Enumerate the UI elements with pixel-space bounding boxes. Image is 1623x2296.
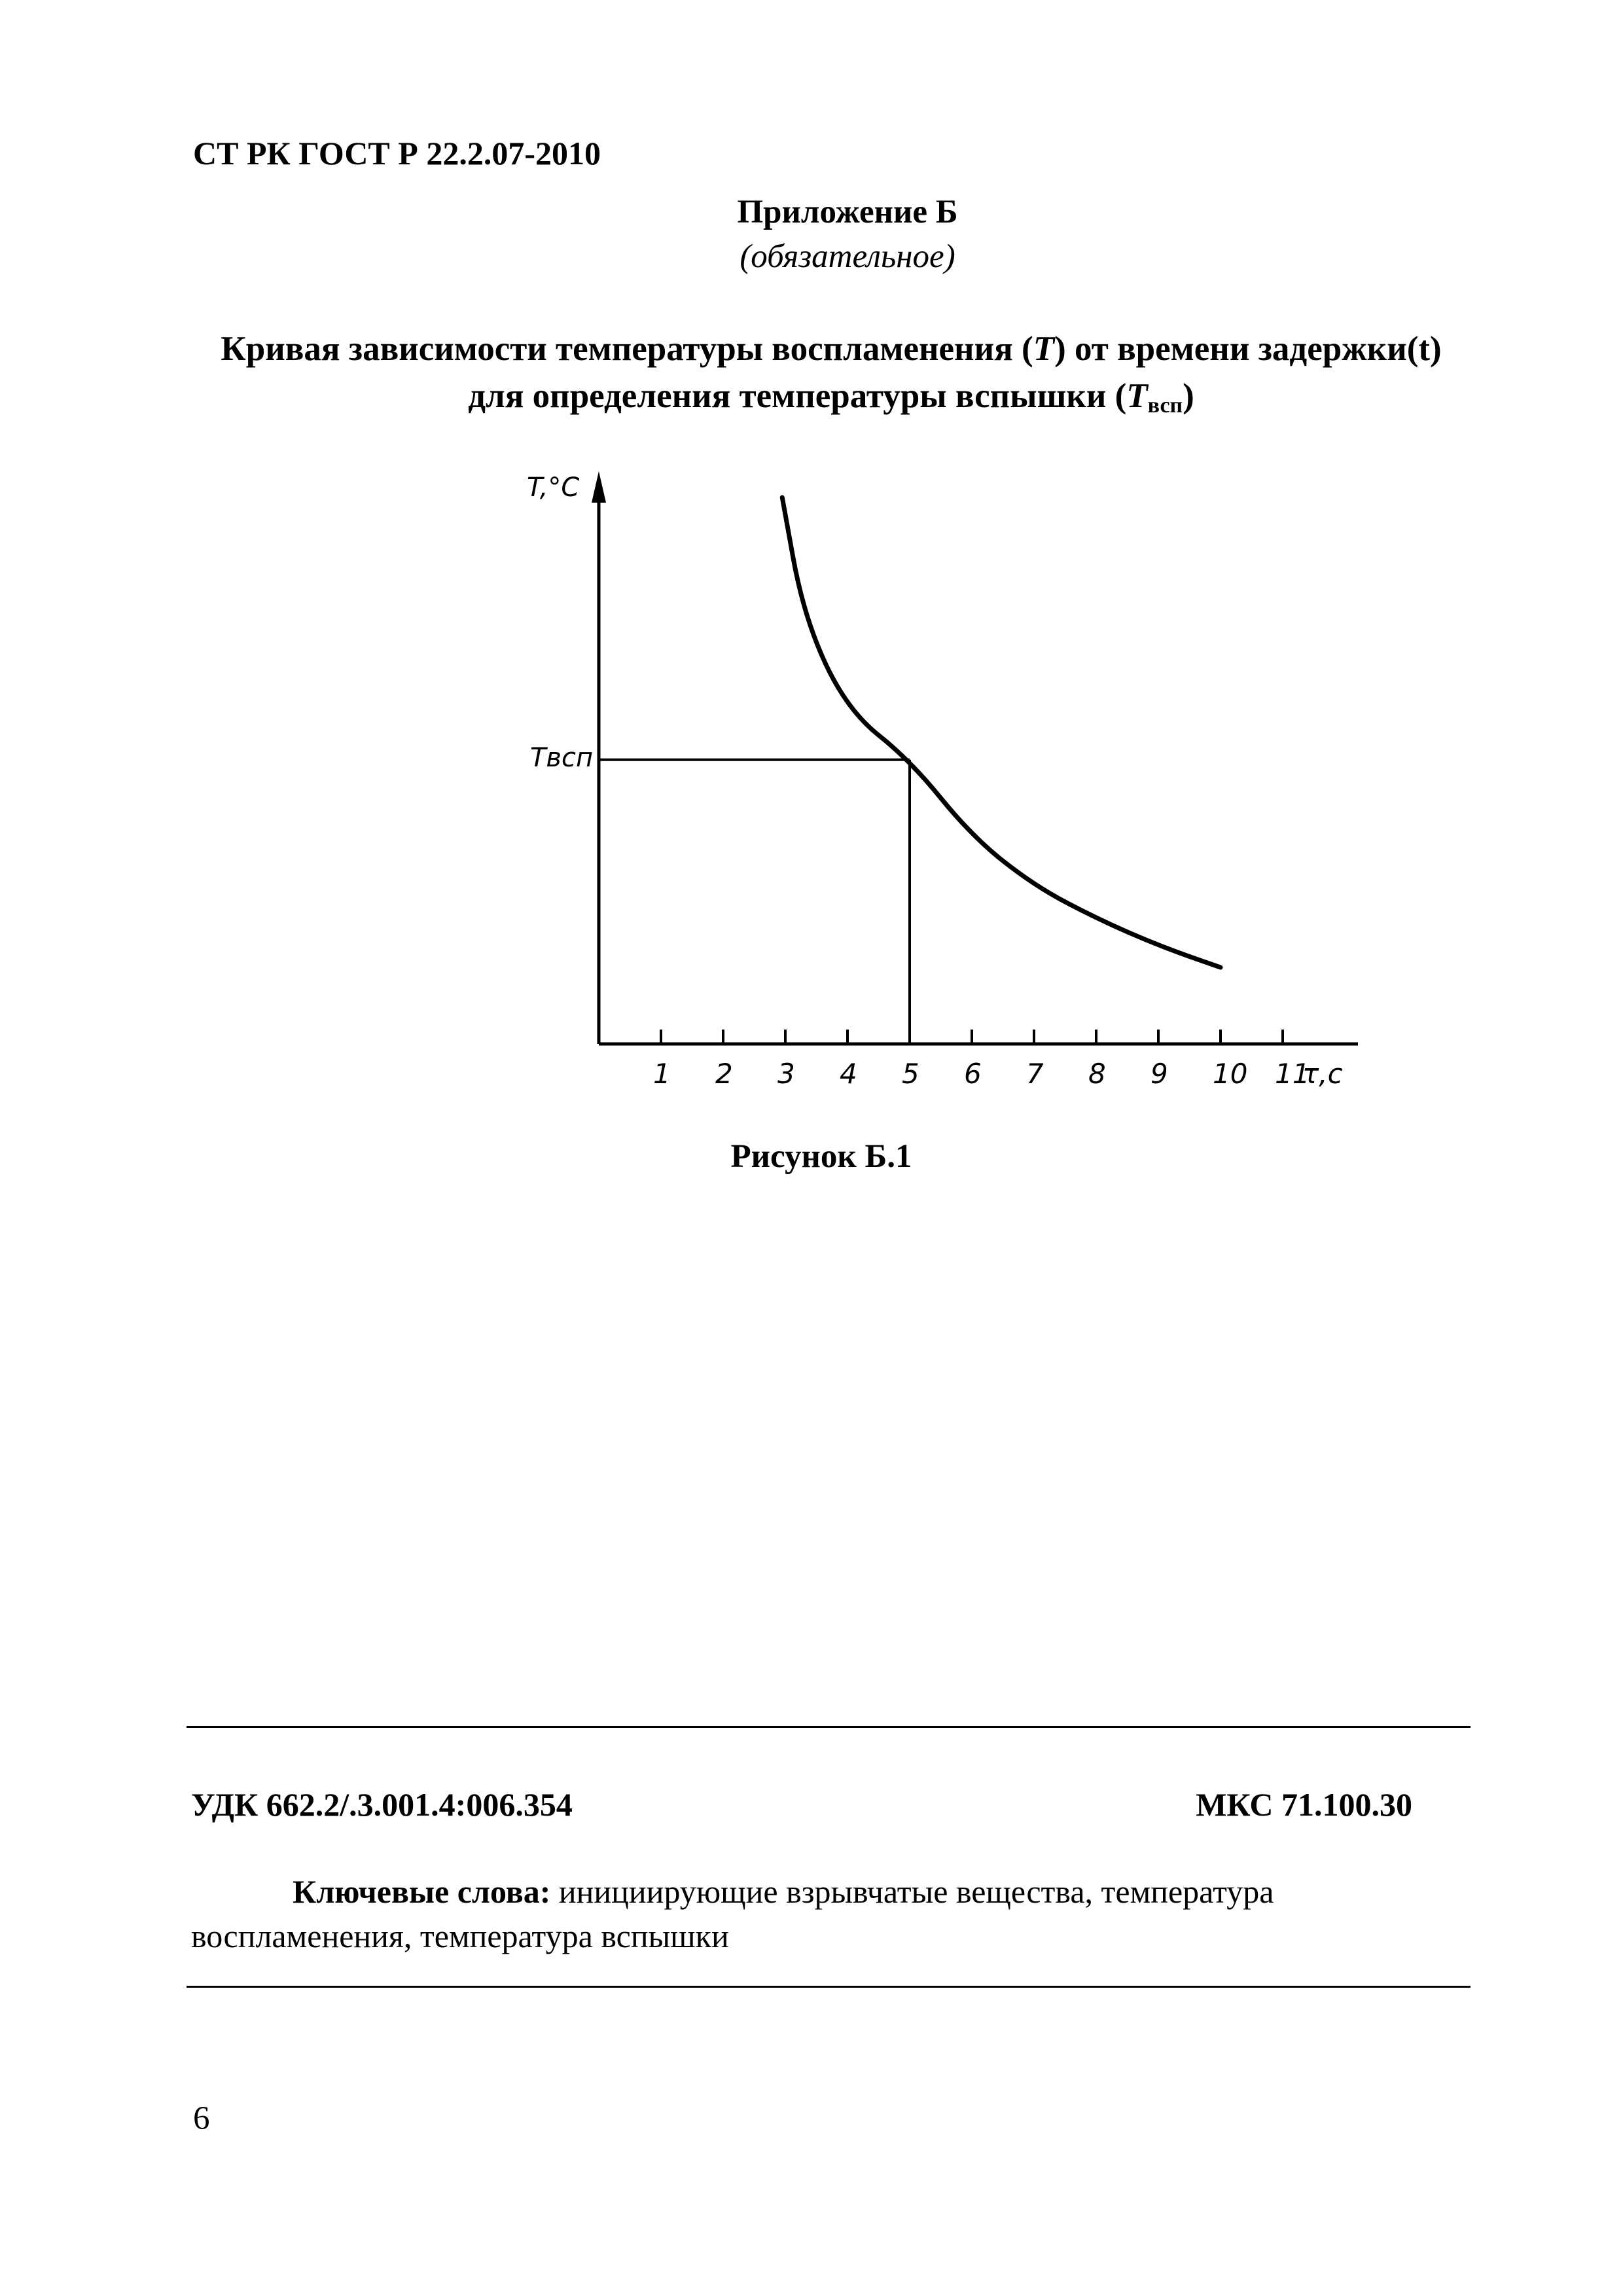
x-tick-label-5: 5: [902, 1058, 919, 1090]
x-tick-label-8: 8: [1088, 1058, 1106, 1090]
figure-title: Кривая зависимости температуры воспламенения (T) от времени задержки(t) для определения температуры вспышки $(T_{всп})$: [221, 330, 1442, 418]
page-number: 6: [193, 2100, 210, 2137]
standard-code: СТ РК ГОСТ Р 22.2.07-2010: [193, 135, 601, 171]
keywords-text: инициирующие взрывчатые вещества, температура воспламенения, температура вспышки: [191, 1873, 1274, 1954]
chart-figure: [458, 458, 1387, 1113]
x-tick-label-10: 10: [1213, 1058, 1248, 1090]
top-divider: [187, 1726, 1471, 1728]
y-axis-label: T,°C: [527, 473, 580, 503]
udk-code: УДК 662.2/.3.001.4:006.354: [191, 1786, 573, 1823]
x-tick-label-3: 3: [777, 1058, 795, 1090]
y-axis-arrowhead: [592, 471, 606, 503]
x-tick-label-2: 2: [715, 1058, 733, 1090]
figure-caption: Рисунок Б.1: [730, 1138, 912, 1175]
x-tick-label-7: 7: [1026, 1058, 1044, 1090]
bottom-divider: [187, 1986, 1471, 1988]
appendix-status: (обязательное): [740, 238, 955, 275]
mks-code: МКС 71.100.30: [1196, 1786, 1412, 1823]
x-tick-label-11: 11: [1275, 1058, 1310, 1090]
x-tick-label-6: 6: [964, 1058, 982, 1090]
appendix-title: Приложение Б: [737, 194, 958, 230]
x-axis-label: τ,c: [1302, 1058, 1343, 1090]
x-tick-label-4: 4: [840, 1058, 857, 1090]
x-tick-label-9: 9: [1150, 1058, 1168, 1090]
keywords-paragraph: [191, 1869, 1461, 1958]
flash-point-label: Твсп: [530, 742, 594, 773]
keywords-label: Ключевые слова:: [293, 1873, 551, 1910]
x-tick-label-1: 1: [653, 1058, 671, 1090]
ignition-temperature-curve: [782, 497, 1221, 967]
